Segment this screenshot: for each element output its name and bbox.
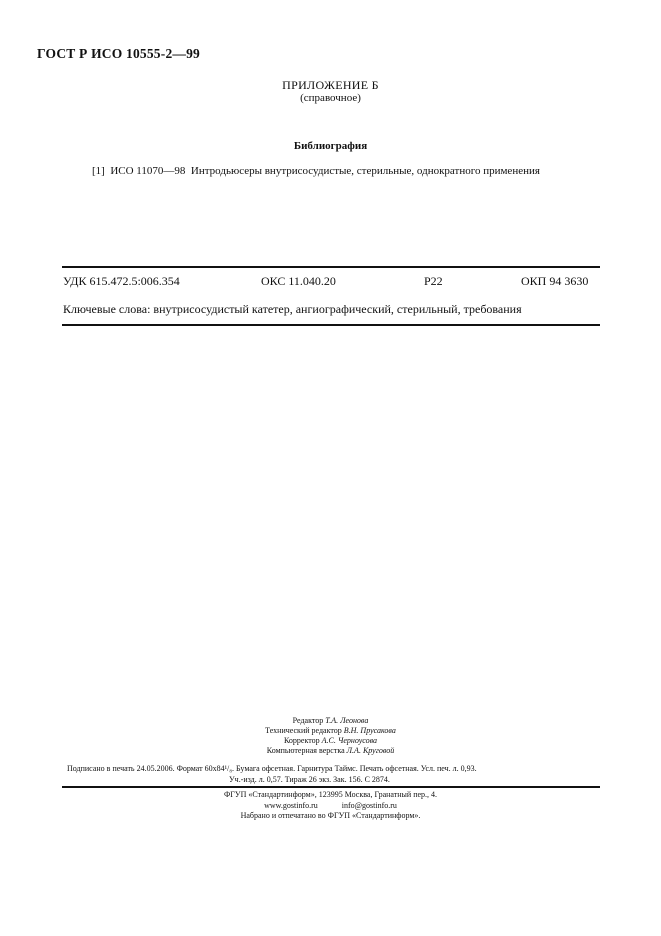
publisher-website[interactable]: www.gostinfo.ru: [264, 800, 318, 810]
bibliography-item-number: [1]: [92, 165, 105, 177]
okp-code: ОКП 94 3630: [521, 274, 589, 288]
standard-id-header: ГОСТ Р ИСО 10555-2—99: [37, 46, 200, 61]
bibliography-item: [92, 165, 540, 177]
publisher-email[interactable]: info@gostinfo.ru: [341, 800, 397, 810]
r-code: Р22: [424, 274, 443, 288]
credit-tech-editor: Технический редактор В.Н. Прусакова: [265, 726, 396, 735]
classification-top-rule: [62, 266, 600, 268]
print-info-line-1: Подписано в печать 24.05.2006. Формат 60x84¹/₈. Бумага офсетная. Гарнитура Таймс. Печать офсетная. Усл. печ. л. 0,93.: [67, 764, 477, 773]
footer-rule: [62, 786, 600, 788]
bibliography-item-text: Интродьюсеры внутрисосудистые, стерильные, однократного применения: [190, 165, 540, 177]
publisher-block: [0, 790, 661, 822]
oks-code: ОКС 11.040.20: [261, 274, 336, 288]
print-info-line-2: Уч.-изд. л. 0,57. Тираж 26 экз. Зак. 156. С 2874.: [229, 775, 390, 784]
credits-block: [0, 716, 661, 756]
appendix-title: ПРИЛОЖЕНИЕ Б: [282, 78, 379, 92]
bibliography-title: Библиография: [293, 140, 368, 152]
credit-editor: Редактор Т.А. Леонова: [292, 716, 369, 725]
publisher-contacts: [0, 801, 661, 812]
credit-proofreader: Корректор А.С. Черноусова: [283, 736, 378, 745]
publisher-address: ФГУП «Стандартинформ», 123995 Москва, Гранатный пер., 4.: [223, 790, 438, 799]
udk-code: УДК 615.472.5:006.354: [63, 274, 180, 288]
appendix-subtitle: (справочное): [300, 92, 361, 104]
keywords: Ключевые слова: внутрисосудистый катетер, ангиографический, стерильный, требования: [63, 302, 522, 316]
classification-bottom-rule: [62, 324, 600, 326]
credit-layout: Компьютерная верстка Л.А. Круговой: [266, 746, 395, 755]
bibliography-item-ref: ИСО 11070—98: [110, 165, 186, 177]
publisher-printed-note: Набрано и отпечатано во ФГУП «Стандартинформ».: [240, 811, 421, 820]
